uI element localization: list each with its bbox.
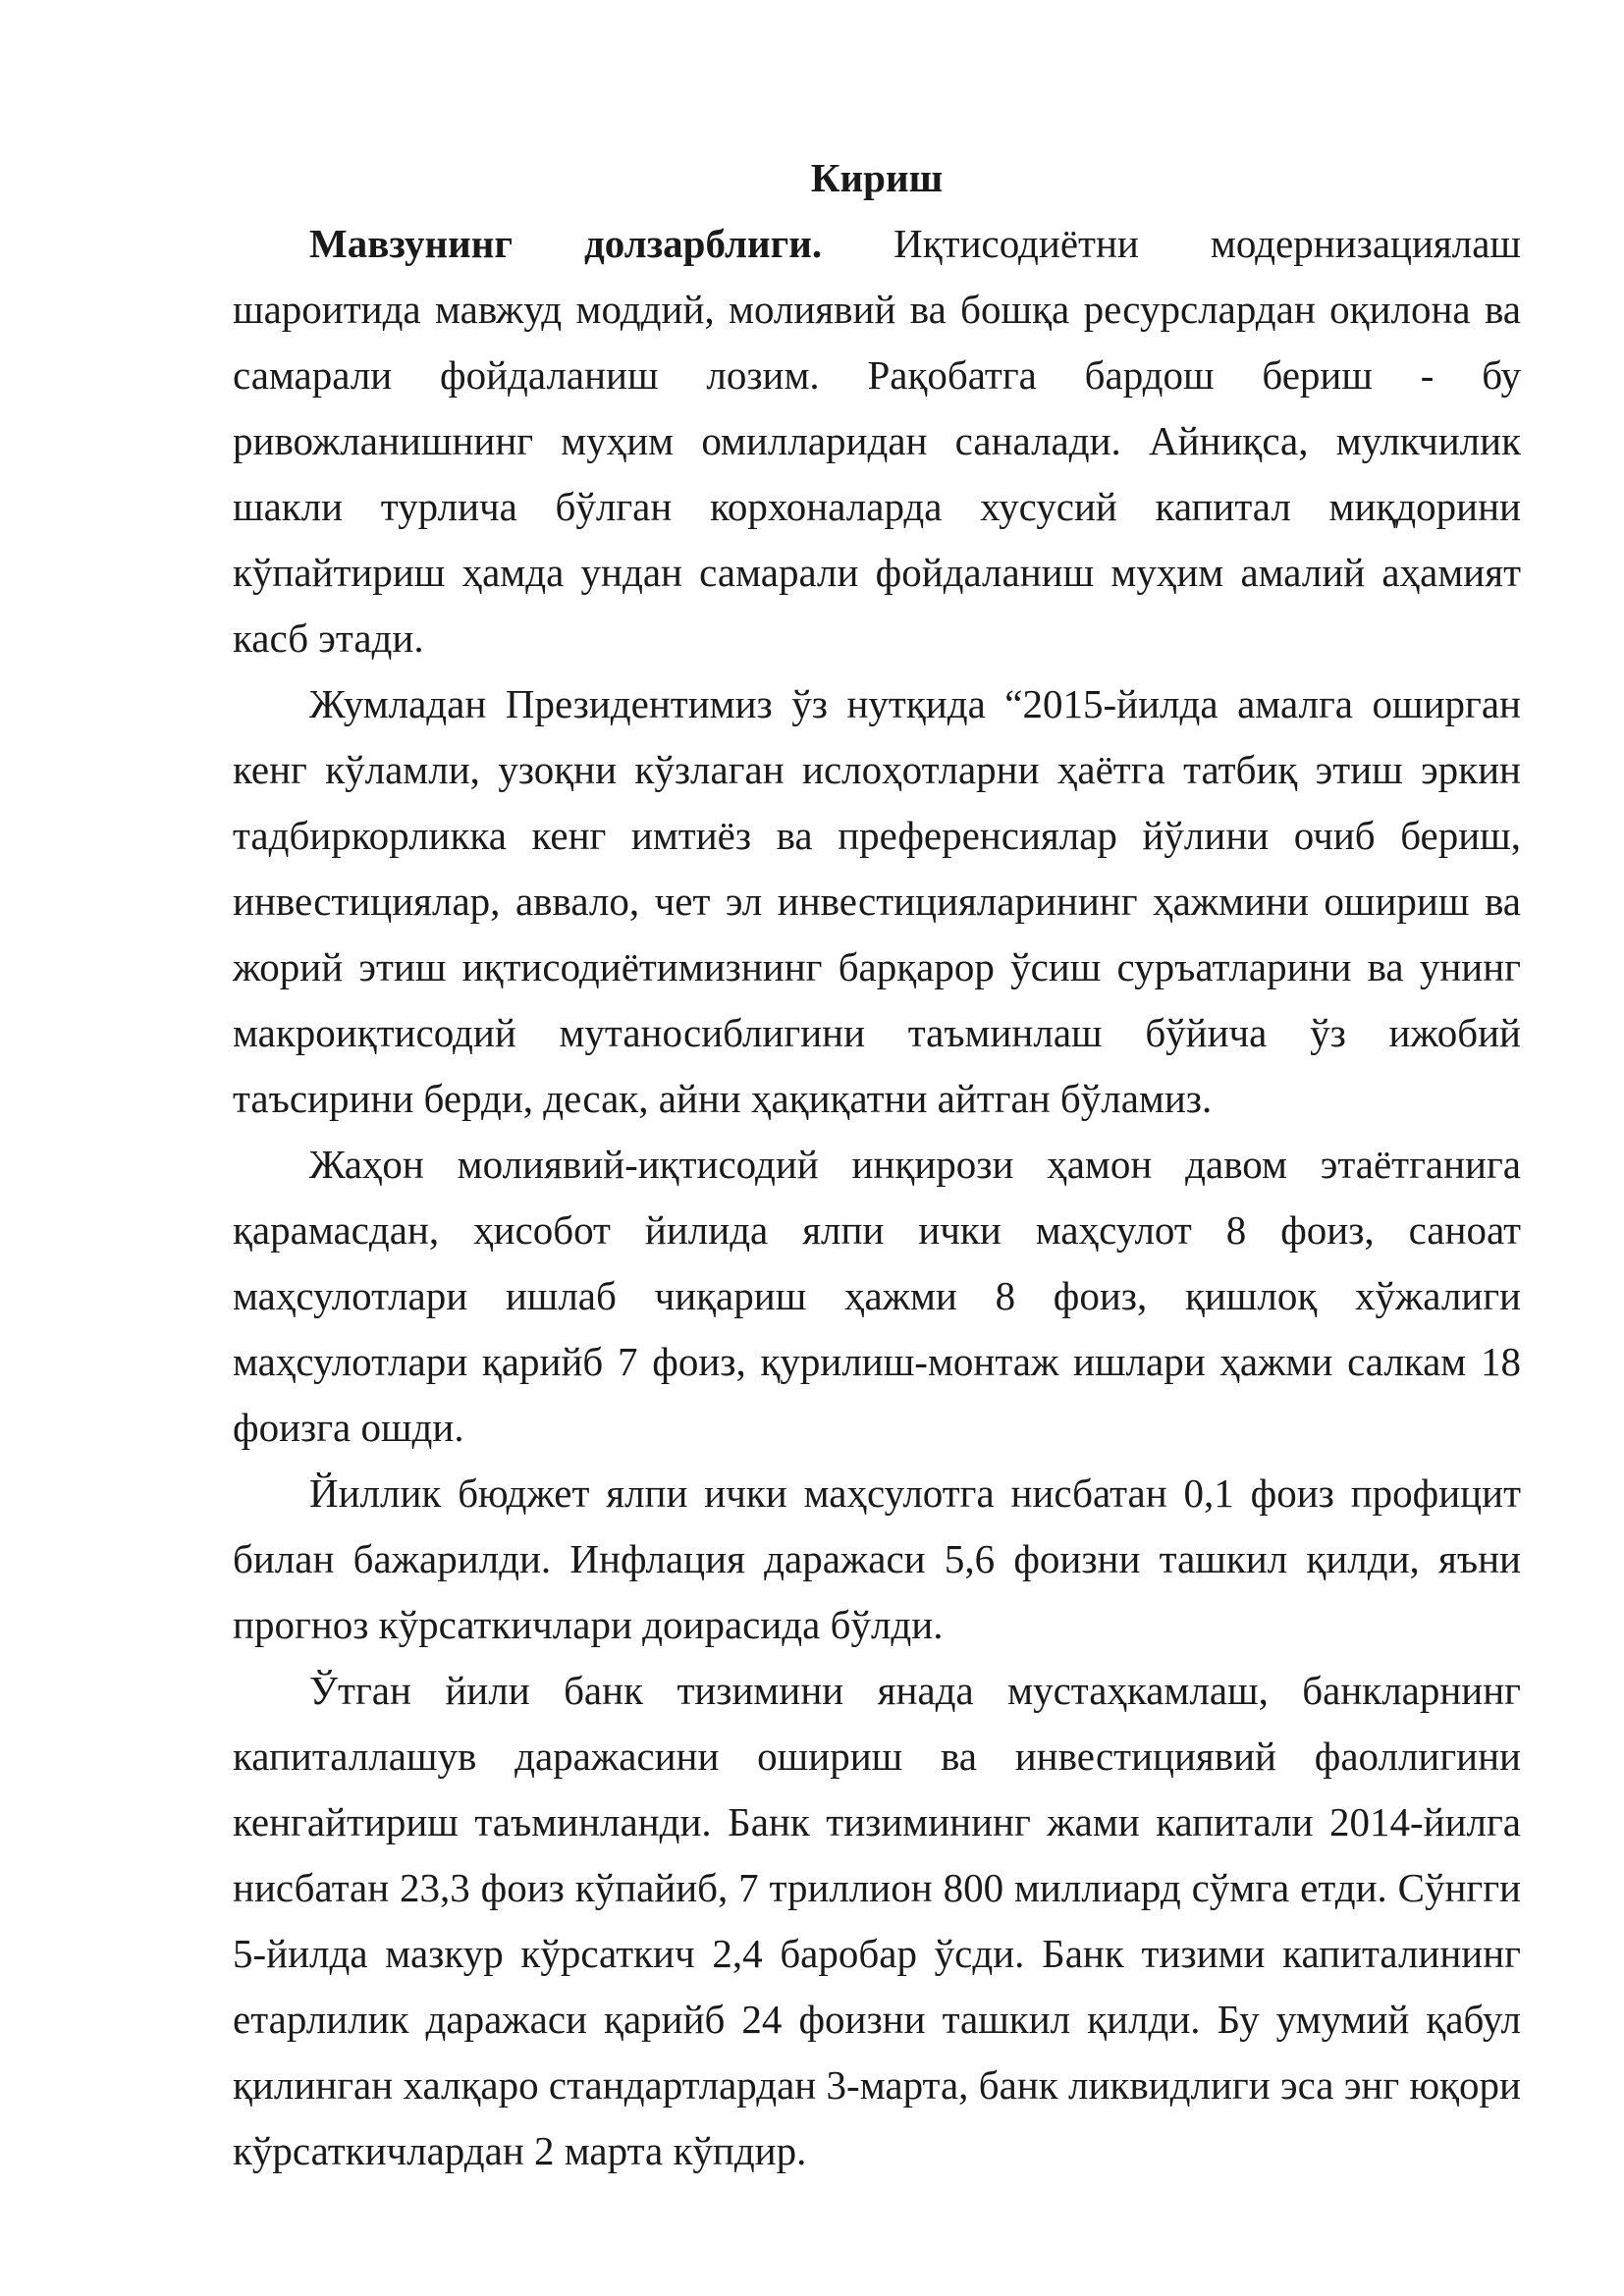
paragraph-economic-growth [233,1132,1521,1461]
paragraph-banking [233,1658,1521,2184]
paragraph-text: Йиллик бюджет ялпи ички маҳсулотга нисбатан 0,1 фоиз профицит билан бажарилди. Инфлация даражаси 5,6 фоизни ташкил қилди, яъни прогноз кўрсаткичлари доирасида бўлди. [233,1470,1521,1647]
paragraph-text: Иқтисодиётни модернизациялаш шароитида мавжуд моддий, молиявий ва бошқа ресурслардан оқилона ва самарали фойдаланиш лозим. Рақобатга бардош бериш - бу ривожланишнинг муҳим омилларидан саналади. Айниқса, мулкчилик шакли турлича бўлган корхоналарда хусусий капитал миқдорини кўпайтириш ҳамда ундан самарали фойдаланиш муҳим амалий аҳамият касб этади. [233,221,1521,661]
paragraph-text: Жумладан Президентимиз ўз нутқида “2015-йилда амалга оширган кенг кўламли, узоқни кўзлаган ислоҳотларни ҳаётга татбиқ этиш эркин тадбиркорликка кенг имтиёз ва преференсиялар йўлини очиб бериш, инвестициялар, аввало, чет эл инвестицияларининг ҳажмини ошириш ва жорий этиш иқтисодиётимизнинг барқарор ўсиш суръатларини ва унинг макроиқтисодий мутаносиблигини таъминлаш бўйича ўз ижобий таъсирини берди, десак, айни ҳақиқатни айтган бўламиз. [233,681,1521,1121]
paragraph-budget [233,1461,1521,1658]
paragraph-text: Жаҳон молиявий-иқтисодий инқирози ҳамон давом этаётганига қарамасдан, ҳисобот йилида ялпи ички маҳсулот 8 фоиз, саноат маҳсулотлари ишлаб чиқариш ҳажми 8 фоиз, қишлоқ хўжалиги маҳсулотлари қарийб 7 фоиз, қурилиш-монтаж ишлари ҳажми салкам 18 фоизга ошди. [233,1142,1521,1450]
paragraph-lead-heading: Мавзунинг долзарблиги. [309,221,823,266]
paragraph-text: Ўтган йили банк тизимини янада мустаҳкамлаш, банкларнинг капиталлашув даражасини ошириш ва инвестициявий фаоллигини кенгайтириш таъминланди. Банк тизимининг жами капитали 2014-йилга нисбатан 23,3 фоиз кўпайиб, 7 триллион 800 миллиард сўмга етди. Сўнгги 5-йилда мазкур кўрсаткич 2,4 баробар ўсди. Банк тизими капиталининг етарлилик даражаси қарийб 24 фоизни ташкил қилди. Бу умумий қабул қилинган халқаро стандартлардан 3-марта, банк ликвидлиги эса энг юқори кўрсаткичлардан 2 марта кўпдир. [233,1668,1521,2173]
page-title: Кириш [810,155,944,200]
paragraph-president-speech [233,671,1521,1132]
document-body [233,145,1521,2184]
paragraph-relevance [233,211,1521,671]
